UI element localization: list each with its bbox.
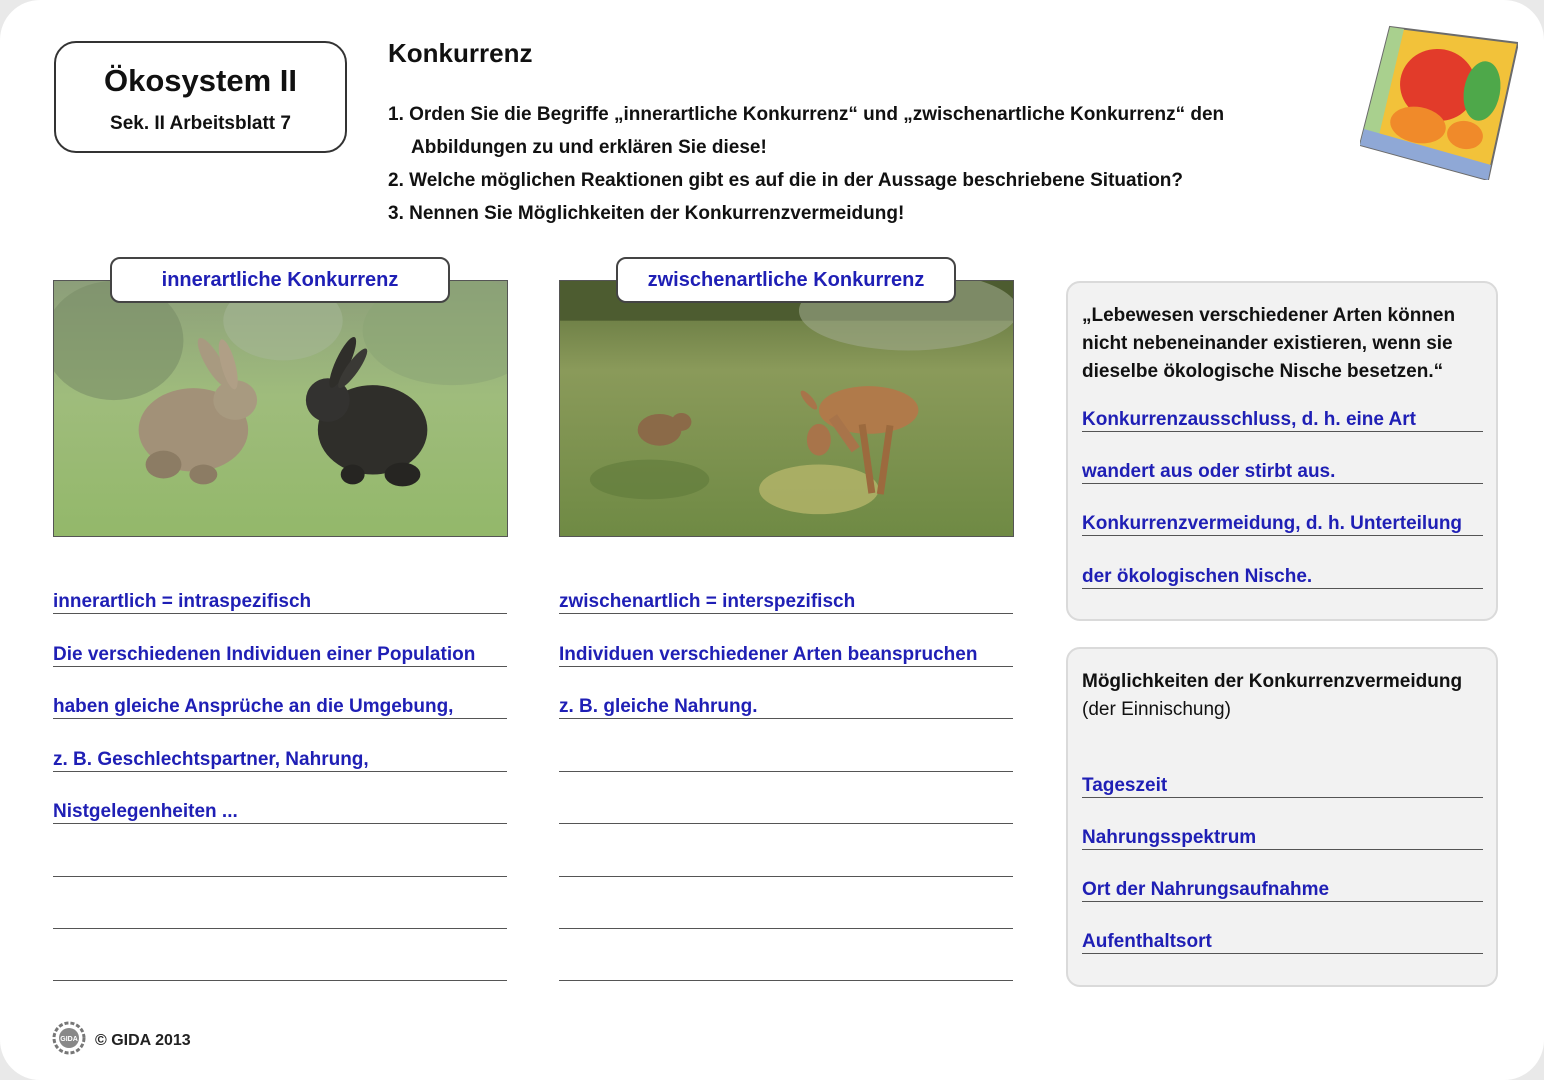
left-answer-line[interactable] [53, 958, 507, 981]
options-answer-line[interactable]: Aufenthaltsort [1082, 931, 1483, 954]
options-answer-line[interactable]: Ort der Nahrungsaufnahme [1082, 879, 1483, 902]
right-answer-line[interactable] [559, 906, 1013, 929]
quote-answer-line[interactable]: Konkurrenzausschluss, d. h. eine Art [1082, 409, 1483, 432]
label-zwischenartliche: zwischenartliche Konkurrenz [616, 257, 956, 303]
right-answer-line[interactable] [559, 854, 1013, 877]
copyright: © GIDA 2013 [95, 1032, 191, 1049]
title-box [54, 41, 347, 153]
worksheet-subtitle: Sek. II Arbeitsblatt 7 [110, 113, 291, 134]
quote-text: „Lebewesen verschiedener Arten können nicht nebeneinander existieren, wenn sie dieselbe ökologische Nische besetzen.“ [1082, 305, 1456, 382]
right-answer-line[interactable] [559, 801, 1013, 824]
niche-diagram-icon [1360, 25, 1518, 180]
label-innerartliche: innerartliche Konkurrenz [110, 257, 450, 303]
left-answer-line[interactable]: Nistgelegenheiten ... [53, 801, 507, 824]
left-answer-line[interactable]: haben gleiche Ansprüche an die Umgebung, [53, 696, 507, 719]
task-2: 2. Welche möglichen Reaktionen gibt es auf die in der Aussage beschriebene Situation? [388, 170, 1184, 191]
left-answer-line[interactable]: Die verschiedenen Individuen einer Population [53, 644, 507, 667]
options-answer-line[interactable]: Nahrungsspektrum [1082, 827, 1483, 850]
options-answer-line[interactable]: Tageszeit [1082, 775, 1483, 798]
quote-answer-line[interactable]: der ökologischen Nische. [1082, 566, 1483, 589]
options-title-text: Möglichkeiten der Konkurrenzvermeidung [1082, 671, 1463, 692]
right-answer-line[interactable]: zwischenartlich = interspezifisch [559, 591, 1013, 614]
right-answer-line[interactable] [559, 958, 1013, 981]
task-3: 3. Nennen Sie Möglichkeiten der Konkurrenzvermeidung! [388, 203, 905, 224]
worksheet-title: Ökosystem II [104, 63, 297, 98]
right-answer-line[interactable]: z. B. gleiche Nahrung. [559, 696, 1013, 719]
right-answer-line[interactable] [559, 749, 1013, 772]
left-answer-line[interactable]: z. B. Geschlechtspartner, Nahrung, [53, 749, 507, 772]
quote-answer-line[interactable]: wandert aus oder stirbt aus. [1082, 461, 1483, 484]
options-subtitle: (der Einnischung) [1082, 699, 1231, 720]
gida-logo-icon [52, 1020, 86, 1056]
left-answer-line[interactable]: innerartlich = intraspezifisch [53, 591, 507, 614]
task-1: 1. Orden Sie die Begriffe „innerartliche Konkurrenz“ und „zwischenartliche Konkurrenz“ den Abbildungen zu und erklären Sie diese! [388, 104, 1225, 158]
left-answer-line[interactable] [53, 906, 507, 929]
page-heading: Konkurrenz [388, 38, 533, 68]
options-title [1082, 668, 1487, 724]
quote-answer-line[interactable]: Konkurrenzvermeidung, d. h. Unterteilung [1082, 513, 1483, 536]
rabbits-image [53, 280, 508, 537]
deer-rabbit-image [559, 280, 1014, 537]
task-list [388, 98, 1288, 230]
right-answer-line[interactable]: Individuen verschiedener Arten beanspruchen [559, 644, 1013, 667]
left-answer-line[interactable] [53, 854, 507, 877]
gida-logo-text: GIDA [60, 1036, 78, 1043]
